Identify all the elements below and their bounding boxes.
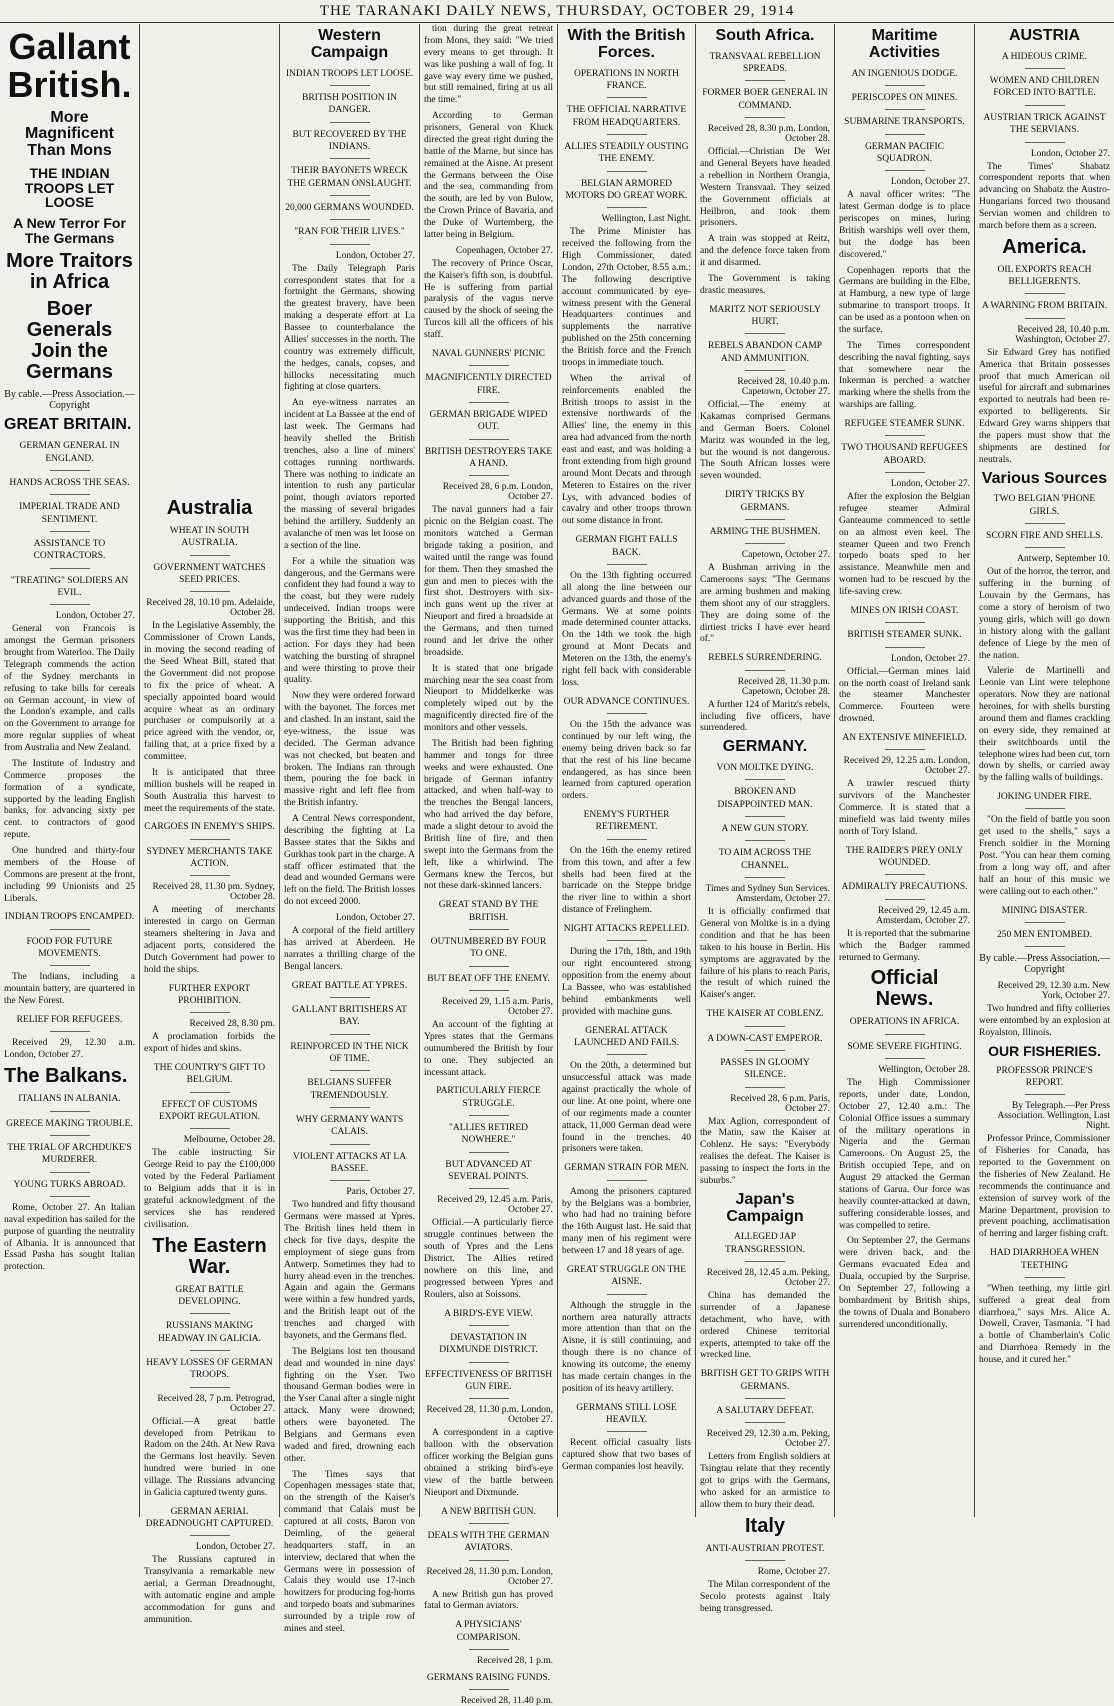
section-eastern-war: The Eastern War. [152, 1234, 267, 1278]
paragraph: An account of the fighting at Ypres states that the Germans outnumbered the British by four to one. They subjected an incessant attack. [424, 1020, 553, 1078]
paragraph: Official.—German mines laid on the north coast of Ireland sank the steamer Manchester Commerce. Fourteen were drowned. [839, 666, 970, 725]
paragraph: Max Aglion, correspondent of the Matin, saw the Kaiser at Coblenz. He says: "Everybody realises the defeat. The Kaiser is passing to inspect the forts in the suburbs." [700, 1116, 830, 1186]
paragraph: In the Legislative Assembly, the Commissioner of Crown Lands, in moving the second reading of the Seed Wheat Bill, stated that the Government did not propose to fix the price of wheat. A specially appointed board would acquire wheat as an ordinary purchaser or compulsorily at a price agreed with the vendor, or, failing that, at a price fixed by a committee. [144, 621, 275, 762]
subhead: A PHYSICIANS' COMPARISON. [424, 1619, 553, 1650]
paragraph: Official.—Christian De Wet and General Beyers have headed a rebellion in Northern Orangia, Western Transvaal. They seized the Government officials at Heilbron, and took them prisoners. [700, 147, 830, 229]
column-6 [696, 24, 834, 1614]
subhead: TWO BELGIAN 'PHONE GIRLS. [979, 493, 1110, 524]
paragraph: One hundred and thirty-four members of the House of Commons are present at the front, including 99 Unionists and 25 Liberals. [4, 846, 135, 904]
dateline: Wellington, October 28. [878, 1065, 970, 1076]
section-great-britain: GREAT BRITAIN. [4, 416, 132, 434]
paragraph: Two hundred and fifty collieries were entombed by an explosion at Royalston, Illinois. [979, 1004, 1110, 1039]
paragraph: On the 20th, a determined but unsuccessful attack was made against practically the whole of our line. At one point, where one of our regiments made a counter attack, 11,000 German dead were found in the trenches. 40 prisoners were taken. [562, 1061, 691, 1155]
section-italy: Italy [744, 1514, 786, 1537]
subhead: CARGOES IN ENEMY'S SHIPS. [144, 821, 275, 839]
subhead: A NEW BRITISH GUN. [424, 1506, 553, 1524]
headline-traitors-africa: More Traitors in Africa [6, 250, 133, 294]
subhead: A HIDEOUS CRIME. [979, 51, 1110, 69]
dateline: Received 28, 10.40 p.m. Washington, October 27. [1015, 324, 1110, 345]
paragraph: On the 16th the enemy retired from this town, and after a few shells had been fired at the barricade on the Steppe bridge the river line to within a short distance of Frelinghem. [562, 845, 691, 916]
subhead: FORMER BOER GENERAL IN COMMAND. [700, 87, 830, 118]
subhead: YOUNG TURKS ABROAD. [4, 1179, 135, 1197]
paragraph: Out of the horror, the terror, and suffering in the burning of Louvain by the Germans, has come a story of heroism of two young girls, which will go down in history along with the gallant defence of Liege by the men of the nation. [979, 567, 1110, 661]
paragraph: When the arrival of reinforcements enabled the British troops to assist in the extensive northwards of the Allies' line, the enemy in this area had advanced from the north east and east, and was holding a front extending from high ground around Mont Decats and through Meteren to Estaires on the river Lys, with advanced bodies of cavalry and other troops thrown out some distance in front. [562, 373, 691, 527]
subhead: THE RAIDER'S PREY ONLY WOUNDED. [839, 845, 970, 876]
paragraph: A correspondent in a captive balloon with the observation officer working the Belgian guns obtained a striking bird's-eye view of the battle between Nieuport and Dixmunde. [424, 1428, 553, 1498]
paragraph: The British had been fighting hammer and tongs for three weeks and were exhausted. One brigade of German infantry attacked, and when half-way to the trenches the Bengal lancers, who had arrived the day before, made a slight detour to avoid the British line of fire, and then swept into the Germans from the left, like a whirlwind. The Germans knew the Tercos, but not these dark-skinned lancers. [424, 738, 553, 892]
subhead: GERMAN BRIGADE WIPED OUT. [424, 409, 553, 440]
subhead: THE COUNTRY'S GIFT TO BELGIUM. [144, 1062, 275, 1093]
subhead: 20,000 GERMANS WOUNDED. [284, 202, 415, 220]
subhead: BRITISH STEAMER SUNK. [839, 629, 970, 647]
section-balkans: The Balkans. [4, 1065, 128, 1088]
subhead: ALLEGED JAP TRANSGRESSION. [700, 1231, 830, 1262]
subhead: SYDNEY MERCHANTS TAKE ACTION. [144, 846, 275, 877]
subhead: SUBMARINE TRANSPORTS. [839, 116, 970, 134]
paragraph: After the explosion the Belgian refugee steamer Admiral Ganteaume commenced to settle on an almost even keel. The steamer Queen and two French torpedo boats sped to her assistance. Meanwhile men and women had to be rescued by the life-saving crew. [839, 492, 970, 598]
dateline: Received 28, 7 p.m. Petrograd, October 27. [157, 1393, 275, 1414]
paragraph: A trawler rescued thirty survivors of the Manchester Commerce. It is stated that a minefield was laid twenty miles north of Tory Island. [839, 779, 970, 837]
paragraph: A Central News correspondent, describing the fighting at La Bassee states that the Sikhs and Gurkhas took part in the charge. A staff officer estimated that the dead and wounded Germans were left on the field. The British losses do not exceed 2000. [284, 814, 415, 908]
subhead: GERMAN GENERAL IN ENGLAND. [4, 440, 135, 471]
dateline: London, October 27. [1030, 148, 1110, 159]
section-western-campaign: Western Campaign [310, 27, 389, 61]
subhead: PERISCOPES ON MINES. [839, 92, 970, 110]
paragraph: Valerie de Martinelli and Leonie van Lint were telephone operators. Now they are national heroines, for with shells bursting around them and flames crackling on every side, they remained at their switchboards until the telephone wires had been cut, torn down by shells, or carried away by the falling walls of buildings. [979, 666, 1110, 784]
column-8 [975, 24, 1114, 1517]
paragraph: A further 124 of Maritz's rebels, including five officers, have surrendered. [700, 699, 831, 734]
subhead: REBELS ABANDON CAMP AND AMMUNITION. [700, 340, 830, 371]
subhead: ENEMY'S FURTHER RETIREMENT. [562, 809, 691, 840]
dateline: Received 28, 10.40 p.m. Capetown, October 27. [737, 377, 830, 398]
section-australia: Australia [166, 497, 253, 519]
subhead: OUR ADVANCE CONTINUES. [562, 696, 691, 714]
subhead: ADMIRALTY PRECAUTIONS. [839, 881, 970, 899]
paragraph: "When teething, my little girl suffered a great deal from diarrhoea," says Mrs. Alice A. Dowell, Craver, Tasmania. "I had a bottle of Chamberlain's Colic and Diarrhoea Remedy in the house, and it cured her." [979, 1283, 1110, 1366]
headline-indian-troops: THE INDIAN TROOPS LET LOOSE [24, 164, 115, 211]
credit-line: By cable.—Press Association.—Copyright [4, 389, 135, 412]
dateline: Received 28, 10.10 pm. Adelaide, October 28. [146, 598, 275, 619]
subhead: ALLIES STEADILY OUSTING THE ENEMY. [562, 141, 691, 172]
paragraph: The Times says that Copenhagen messages state that, on the strength of the Kaiser's command that Calais must be captured at all costs, Baron von Deimling, of the general headquarters staff, in an interview, declared that when the Germans were in possession of Calais they would use 17-inch howitzers for producing fog-horns and torpedo boats and submarines surrounded by a triple row of mines and steel. [284, 1469, 415, 1634]
subhead: BUT ADVANCED AT SEVERAL POINTS. [424, 1159, 553, 1190]
paragraph: It is anticipated that three million bushels will be reaped in South Australia this harvest to meet the requirements of the state. [144, 767, 275, 814]
subhead: "RAN FOR THEIR LIVES." [284, 226, 415, 244]
subhead: HEAVY LOSSES OF GERMAN TROOPS. [144, 1357, 275, 1388]
dateline: Received 29, 12.45 a.m. Paris, October 27. [437, 1195, 553, 1216]
subhead: REINFORCED IN THE NICK OF TIME. [284, 1041, 415, 1072]
dateline: Received 28, 11.40 p.m. [460, 1696, 553, 1706]
subhead: OPERATIONS IN NORTH FRANCE. [562, 68, 691, 99]
column-3 [280, 24, 419, 1634]
paragraph: The naval gunners had a fair picnic on the Belgian coast. The monitors watched a German brigade taking a position, and waited until the range was found for them. Then they smashed the gun and men to pieces with the first shot. Destroyers with six-inch guns went up the river at Nieuport and fired a broadside at the Germans, and then turned round and let drive the other broadside. [424, 505, 553, 658]
subhead: WHEAT IN SOUTH AUSTRALIA. [144, 525, 275, 556]
paragraph: The Government is taking drastic measures. [700, 273, 830, 296]
subhead: PASSES IN GLOOMY SILENCE. [700, 1057, 830, 1088]
subhead: HAD DIARRHOEA WHEN TEETHING [979, 1247, 1110, 1278]
subhead: REFUGEE STEAMER SUNK. [839, 418, 970, 436]
dateline: Received 28, 11.30 p.m. London, October 27. [426, 1405, 553, 1426]
subhead: BUT BEAT OFF THE ENEMY. [424, 973, 553, 991]
subhead: THE OFFICIAL NARRATIVE FROM HEADQUARTERS. [562, 104, 691, 135]
article-body [4, 624, 135, 905]
paragraph: "On the field of battle you soon get used to the shells," says a French soldier in the Morning Post. "You can hear them coming from a long way off, and after half an hour of this music we were calling out to each other." [979, 815, 1110, 897]
paragraph: China has demanded the surrender of a Japanese detachment, who have, with ordered Chinese territorial experts, attempted to take off the wrecked line. [700, 1291, 830, 1361]
subhead: WHY GERMANY WANTS CALAIS. [284, 1114, 415, 1145]
subhead: "ALLIES RETIRED NOWHERE." [424, 1122, 553, 1153]
subhead: A SALUTARY DEFEAT. [700, 1405, 830, 1423]
subhead: AN EXTENSIVE MINEFIELD. [839, 732, 970, 750]
subhead: GOVERNMENT WATCHES SEED PRICES. [144, 562, 275, 593]
dateline: London, October 27. [890, 479, 970, 490]
dateline: Received 28, 11.30 p.m. London, October 27. [426, 1566, 553, 1587]
subhead: MINING DISASTER. [979, 905, 1110, 923]
subhead: PARTICULARLY FIERCE STRUGGLE. [424, 1085, 553, 1116]
subhead: REBELS SURRENDERING. [700, 652, 830, 670]
section-japans-campaign: Japan's Campaign [726, 1190, 804, 1225]
paragraph: tion during the great retreat from Mons, they said: "We tried every means to get through. It was like pushing a wall of fog. It gave way every time we pushed, but still remained, firing at us all the time." [424, 24, 553, 106]
subhead: BELGIANS SUFFER TREMENDOUSLY. [284, 1077, 415, 1108]
subhead: BRITISH DESTROYERS TAKE A HAND. [424, 446, 553, 477]
paragraph: A train was stopped at Reitz, and the defence force taken from it and disarmed. [700, 234, 830, 269]
paragraph: Although the struggle in the northern area naturally attracts more attention than that on the Aisne, it is still continuing, and though there is no chance of knowing its outcome, the enemy has made certain changes in the position of its heavy artillery. [562, 1300, 691, 1394]
subhead: GENERAL ATTACK LAUNCHED AND FAILS. [562, 1025, 691, 1056]
subhead: GREECE MAKING TROUBLE. [4, 1118, 135, 1136]
paragraph: The Indians, including a mountain battery, are quartered in the New Forest. [4, 972, 135, 1007]
dateline: Copenhagen, October 27. [455, 245, 553, 256]
section-our-fisheries: OUR FISHERIES. [988, 1042, 1101, 1059]
dateline: Received 28, 6 p.m. Paris, October 27. [730, 1093, 830, 1114]
paragraph: On the 13th fighting occurred all along the line between our advanced guards and those of the Germans. We at some points made determined counter attacks. On the 14th we took the high ground at Mont Decats and Meteren on the 13th, the enemy's right fell back with considerable loss. [562, 570, 691, 688]
paragraph: According to German prisoners, General von Kluck directed the great right during the battle of the Marne, but since has remained at the Aisne. At present the Germans between the Oise and the sea, commanding from the south, are led by von Bulow, the Crown Prince of Bavaria, and the Duke of Wurtemberg, the latter being in Belgium. [424, 111, 553, 240]
dateline: Paris, October 27. [346, 1187, 415, 1198]
paragraph: Sir Edward Grey has notified America that Britain possesses proof that much American oil useful for aircraft and submarines exported to neutrals had been re-exported to belligerents. Sir Edward Grey warns shippers that the papers must show that the shipments are destined for neutrals. [979, 347, 1110, 465]
subhead: BELGIAN ARMORED MOTORS DO GREAT WORK. [562, 178, 691, 209]
subhead: OIL EXPORTS REACH BELLIGERENTS. [979, 264, 1110, 295]
subhead: GERMANS RAISING FUNDS. [424, 1672, 553, 1690]
paragraph: On September 27, the Germans were driven back, and the Germans evacuated Edea and Duala, occupied by the Surprise. On September 27, following a bombardment by British ships, the towns of Duala and Bonabero surrendered unconditionally. [839, 1236, 970, 1330]
dateline: Received 28, 11.30 p.m. Capetown, October 28. [737, 676, 830, 697]
subhead: GALLANT BRITISHERS AT BAY. [284, 1004, 415, 1035]
subhead: VON MOLTKE DYING. [700, 762, 830, 780]
headline-new-terror: A New Terror For The Germans [13, 215, 126, 246]
section-maritime-activities: Maritime Activities [868, 27, 941, 61]
paragraph: The recovery of Prince Oscar, the Kaiser's fifth son, is doubtful. He is suffering from partial paralysis of the vagus nerve caused by the shock of seeing the Turcos kill all the officers of his staff. [424, 258, 553, 340]
subhead: A WARNING FROM BRITAIN. [979, 300, 1110, 318]
subhead: IMPERIAL TRADE AND SENTIMENT. [4, 501, 135, 532]
section-various-sources: Various Sources [981, 469, 1108, 487]
column-1 [0, 24, 139, 1517]
subhead: 250 MEN ENTOMBED. [979, 929, 1110, 947]
dateline: By Telegraph.—Per Press Association. Wellington, Last Night. [997, 1101, 1110, 1132]
paragraph: The Belgians lost ten thousand dead and wounded in nine days' fighting on the Yser. Two thousand German bodies were in the Yser Canal after a single night attack. Many were drowned; others were bayoneted. The Belgians and Germans even waded and fired, drowning each other. [284, 1346, 415, 1464]
subhead: VIOLENT ATTACKS AT LA BASSEE. [284, 1151, 415, 1182]
paragraph: The Milan correspondent of the Secolo protests against Italy being transgressed. [700, 1580, 830, 1614]
subhead: NIGHT ATTACKS REPELLED. [562, 923, 691, 941]
paragraph: General von Francois is amongst the German prisoners brought from Waterloo. The Daily Telegraph commends the action of the Sydney merchants in refusing to take bills for cereals on German account, in view of the London's example, and calls on the Government to arrange for more regular supplies of wheat from Australia and New Zealand. [4, 624, 135, 754]
subhead: OUTNUMBERED BY FOUR TO ONE. [424, 936, 553, 967]
section-germany: GERMANY. [722, 738, 808, 756]
subhead: DIRTY TRICKS BY GERMANS. [700, 489, 830, 520]
headline-boer-generals: Boer Generals Join the Germans [26, 298, 113, 384]
paragraph: Official.—The enemy at Kakamas comprised Germans and German Boers. Colonel Maritz was wounded in the leg, but the wound is not dangerous. The South African losses were seven wounded. [700, 400, 830, 482]
subhead: INDIAN TROOPS LET LOOSE. [284, 68, 415, 86]
dateline: London, October 27. [890, 653, 970, 664]
subhead: A DOWN-CAST EMPEROR. [700, 1033, 830, 1051]
paragraph: During the 17th, 18th, and 19th our right encountered strong opposition from the enemy about La Bassee, who was established behind embankments well provided with machine guns. [562, 947, 691, 1017]
subhead: DEVASTATION IN DIXMUNDE DISTRICT. [424, 1332, 553, 1363]
dateline: Capetown, October 27. [741, 550, 830, 561]
paragraph: Letters from English soldiers at Tsingtau relate that they recently got to grips with the Germans, who asked for an armistice to allow them to bury their dead. [700, 1452, 830, 1510]
subhead: OPERATIONS IN AFRICA. [839, 1016, 970, 1034]
column-2 [140, 24, 279, 1625]
subhead: BUT RECOVERED BY THE INDIANS. [284, 129, 415, 160]
paragraph: For a while the situation was dangerous, and the Germans were confident they had found a way to the coast, but they were rudely undeceived. Indian troops were supporting the British, and this was the first time they had been in action. For days they had been watching the bursting of shrapnel and were thirsting to prove their quality. [284, 556, 415, 686]
paragraph: Official.—A particularly fierce struggle continues between the south of Ypres and the Lens District. The Allies retired nowhere on this line, and progressed between Ypres and Roulers, also at Soissons. [424, 1218, 553, 1300]
paragraph: A corporal of the field artillery has arrived at Aberdeen. He narrates a thrilling charge of the Bengal lancers. [284, 926, 415, 972]
subhead: GERMAN PACIFIC SQUADRON. [839, 141, 970, 172]
subhead: SOME SEVERE FIGHTING. [839, 1041, 970, 1059]
masthead: THE TARANAKI DAILY NEWS, THURSDAY, OCTOBER 29, 1914 [0, 0, 1114, 23]
subhead: THE TRIAL OF ARCHDUKE'S MURDERER. [4, 1142, 135, 1173]
column-5 [558, 24, 695, 1517]
subhead: GERMAN FIGHT FALLS BACK. [562, 534, 691, 565]
subhead: ARMING THE BUSHMEN. [700, 526, 830, 544]
paragraph: Now they were ordered forward with the bayonet. The forces met and clashed. In an instant, said the eye-witness, the issue was decided. The German advance was not checked, but beaten and broken. The Indians ran through them, pouring the foe back in massive right and left flee from the British infantry. [284, 691, 415, 809]
subhead: ASSISTANCE TO CONTRACTORS. [4, 538, 135, 569]
paragraph: Rome, October 27. An Italian naval expedition has sailed for the purpose of guarding the neutrality of Albania. It is announced that Essad Pasha has sought Italian protection. [4, 1202, 135, 1273]
credit-line: By cable.—Press Association.—Copyright [979, 953, 1110, 976]
dateline: Received 29, 1.15 a.m. Paris, October 27. [441, 997, 553, 1017]
dateline: London, October 27. [55, 611, 135, 622]
dateline: Received 28, 11.30 pm. Sydney, October 28. [152, 882, 275, 903]
dateline: London, October 27. [335, 250, 415, 261]
paragraph: A proclamation forbids the export of hides and skins. [144, 1032, 275, 1055]
subhead: EFFECTIVENESS OF BRITISH GUN FIRE. [424, 1369, 553, 1400]
paragraph: It is reported that the submarine which the Badger rammed returned to Germany. [839, 928, 970, 963]
section-austria: AUSTRIA [1008, 27, 1081, 44]
headline-more-magnificent: More Magnificent Than Mons [25, 108, 114, 160]
dateline: Antwerp, September 10. [1017, 554, 1110, 565]
dateline: Received 29, 12.45 a.m. Amsterdam, October 27. [876, 905, 970, 926]
subhead: GREAT BATTLE DEVELOPING. [144, 1284, 275, 1315]
dateline: Received 28, 12.45 a.m. Peking, October 27. [706, 1268, 830, 1289]
subhead: TRANSVAAL REBELLION SPREADS. [700, 51, 830, 82]
paragraph: Professor Prince, Commissioner of Fisheries for Canada, has reported to the Government on the fisheries of New Zealand. He recommends the continuance and extension of survey work of the Marine Department, provision to prevent poaching, acclimatisation of herring and larger fishing craft. [979, 1134, 1110, 1240]
subhead: MAGNIFICENTLY DIRECTED FIRE. [424, 372, 553, 403]
dateline: Received 28, 6 p.m. London, October 27. [442, 482, 553, 503]
paragraph: The High Commissioner reports, under date, London, October 27, 12.40 a.m.: The Colonial Office issues a summary of the military operations in Nigeria and the German Cameroons. On August 25, the British occupied Tepe, and on August 29 attacked the German stations of Garua. Our force was heavily counter-attacked at dawn, suffering considerable losses, and was compelled to retire. [839, 1078, 970, 1231]
paragraph: It is stated that one brigade marching near the sea coast from Nieuport to Middelkerke was completely wiped out by the magnificently directed fire of the monitors and other vessels. [424, 663, 553, 734]
dateline: Received 28, 1 p.m. [477, 1656, 553, 1666]
subhead: FURTHER EXPORT PROHIBITION. [144, 983, 275, 1014]
subhead: WOMEN AND CHILDREN FORCED INTO BATTLE. [979, 75, 1110, 106]
section-america: America. [1002, 235, 1087, 258]
dateline: London, October 27. [890, 177, 970, 188]
subhead: PROFESSOR PRINCE'S REPORT. [979, 1065, 1110, 1096]
paragraph: On the 15th the advance was continued by our left wing, the enemy being driven back so far that the rest of his line became endangered, as has since been learned from captured operation orders. [562, 720, 691, 802]
column-7 [835, 24, 974, 1517]
subhead: NAVAL GUNNERS' PICNIC [424, 348, 553, 366]
paragraph: Among the prisoners captured by the Belgians was a bombrier, who had had no training before the 16th August last. He said that many men of his regiment were between 17 and 18 years of age. [562, 1186, 691, 1257]
paragraph: An eye-witness narrates an incident at La Bassee at the end of last week. The Germans had heavily shelled the British trenches, also a line of miners' cottages running northwards. There was nothing to indicate an intention to rush any particular point, though aviators reported the massing of several brigades behind the artillery. Suddenly an avalanche of men was let loose on a section of the line. [284, 398, 415, 551]
subhead: TWO THOUSAND REFUGEES ABOARD. [839, 442, 970, 473]
paragraph: The Institute of Industry and Commerce proposes the formation of a syndicate, supported by the leading English banks, for advancing sixty per cent. to contractors of good repute. [4, 758, 135, 841]
paragraph: A Bushman arriving in the Cameroons says: "The Germans are arming bushmen and making them shoot any of our stragglers. They are doing some of the dirtiest tricks I have ever heard of." [700, 563, 830, 645]
paragraph: Two hundred and fifty thousand Germans were massed at Ypres. The British lines held them in check for five days, despite the employment of siege guns from Antwerp. Sometimes they had to hurry ahead even in the trenches. Again and again the Germans were within a few hundred yards, and the British leapt out of the trenches and charged with bayonets, and the Germans fled. [284, 1200, 415, 1341]
subhead: A NEW GUN STORY. [700, 823, 830, 841]
subhead: INDIAN TROOPS ENCAMPED. [4, 911, 135, 929]
paragraph: Official.—A great battle developed from Petrikau to Radom on the 24th. At New Rava the Germans lost heavily. Seven hundred were buried in one village. The Russians advancing in Galicia captured twenty guns. [144, 1416, 275, 1498]
subhead: RUSSIANS MAKING HEADWAY IN GALICIA. [144, 1320, 275, 1351]
dateline: Received 29, 12.25 a.m. London, October 27. [843, 756, 970, 777]
paragraph: Received 29, 12.30 a.m. London, October 27. [4, 1038, 135, 1061]
subhead: A BIRD'S-EYE VIEW. [424, 1308, 553, 1326]
subhead: HANDS ACROSS THE SEAS. [4, 477, 135, 495]
subhead: THEIR BAYONETS WRECK THE GERMAN ONSLAUGHT. [284, 165, 415, 196]
paragraph: A meeting of merchants interested in cargo on German steamers sheltering in Java and adjacent ports, considered the Dutch Government had power to hold the ships. [144, 905, 275, 975]
subhead: GREAT STRUGGLE ON THE AISNE. [562, 1264, 691, 1295]
subhead: FOOD FOR FUTURE MOVEMENTS. [4, 936, 135, 967]
subhead: BRITISH POSITION IN DANGER. [284, 92, 415, 123]
column-4 [420, 24, 557, 1706]
paragraph: The Daily Telegraph Paris correspondent states that for a fortnight the Germans, showing the greatest bravery, have been making a desperate effort at La Bassee to counterbalance the Allies' successes in the north. The country was extremely difficult, the hedges, canals, copses, and hillocks necessitating much fighting at close quarters. [284, 263, 415, 393]
paragraph: The Russians captured in Transylvania a remarkable new aerial, a German Dreadnought, with automatic engine and ample accommodation for guns and ammunition. [144, 1555, 275, 1625]
paragraph: The Prime Minister has received the following from the High Commissioner, dated London, 27th October, 8.55 a.m.: The following descriptive account communicated by eye-witness present with the General Headquarters continues and supplements the narrative published on the 25th concerning the British force and the French troops in immediate touch. [562, 227, 691, 368]
subhead: GERMANS STILL LOSE HEAVILY. [562, 1402, 691, 1433]
subhead: RELIEF FOR REFUGEES. [4, 1014, 135, 1032]
paragraph: Copenhagen reports that the Germans are building in the Elbe, at Hamburg, a new type of large submarine to transport troops. It can be used as a pontoon when on the surface. [839, 265, 970, 335]
dateline: Received 28, 8.30 pm. [189, 1019, 275, 1030]
subhead: ITALIANS IN ALBANIA. [4, 1093, 135, 1111]
paragraph: The cable instructing Sir George Reid to pay the £100,000 voted by the Federal Parliament to Belgium adds that it is in grateful acknowledgment of the services she has rendered civilisation. [144, 1148, 275, 1230]
dateline: Received 29, 12.30 a.m. Peking, October 27. [706, 1429, 830, 1450]
subhead: MINES ON IRISH COAST. [839, 605, 970, 623]
dateline: London, October 27. [195, 1542, 275, 1553]
paragraph: A new British gun has proved fatal to German aviators. [424, 1589, 553, 1612]
subhead: SCORN FIRE AND SHELLS. [979, 530, 1110, 548]
subhead: AUSTRIAN TRICK AGAINST THE SERVIANS. [979, 112, 1110, 143]
dateline: Received 29, 12.30 a.m. New York, October 27. [997, 981, 1110, 1002]
subhead: EFFECT OF CUSTOMS EXPORT REGULATION. [144, 1099, 275, 1130]
subhead: DEALS WITH THE GERMAN AVIATORS. [424, 1530, 553, 1561]
paragraph: It is officially confirmed that General von Moltke is in a dying condition and that he has been taken to his house in Berlin. His symptoms are aggravated by the failure of his plans to reach Paris, the result of which ruined the Kaiser's anger. [700, 907, 830, 1001]
subhead: JOKING UNDER FIRE. [979, 791, 1110, 809]
paragraph: The Times' Shabatz correspondent reports that when advancing on Shabatz the Austro-Hungarians forced two thousand Servian women and children to march before them as a screen. [979, 161, 1110, 231]
dateline: Times and Sydney Sun Services. Amsterdam, October 27. [705, 884, 830, 905]
subhead: BROKEN AND DISAPPOINTED MAN. [700, 786, 830, 817]
subhead: THE KAISER AT COBLENZ. [700, 1008, 830, 1026]
dateline: Melbourne, October 28. [183, 1135, 275, 1146]
dateline: Rome, October 27. [757, 1567, 830, 1578]
dateline: London, October 27. [335, 913, 415, 924]
subhead: ANTI-AUSTRIAN PROTEST. [700, 1543, 830, 1561]
paragraph: Recent official casualty lists captured show that two bases of German companies lost heavily. [562, 1438, 691, 1473]
headline-gallant-british: Gallant British. [7, 26, 132, 105]
subhead: GERMAN AERIAL DREADNOUGHT CAPTURED. [144, 1506, 275, 1537]
subhead: GREAT BATTLE AT YPRES. [284, 980, 415, 998]
section-official-news: Official News. [870, 967, 939, 1011]
dateline: Received 28, 8.30 p.m. London, October 28. [707, 124, 830, 145]
subhead: MARITZ NOT SERIOUSLY HURT. [700, 304, 830, 335]
dateline: Wellington, Last Night. [601, 214, 691, 225]
subhead: TO AIM ACROSS THE CHANNEL. [700, 847, 830, 878]
subhead: AN INGENIOUS DODGE. [839, 68, 970, 86]
subhead: "TREATING" SOLDIERS AN EVIL. [4, 575, 135, 606]
subhead: BRITISH GET TO GRIPS WITH GERMANS. [700, 1368, 830, 1399]
subhead: GREAT STAND BY THE BRITISH. [424, 899, 553, 930]
section-south-africa: South Africa. [715, 27, 815, 44]
paragraph: A naval officer writes: "The latest German dodge is to place periscopes on mines, luring British warships well over them, but the dodge has been discovered." [839, 190, 970, 260]
paragraph: The Times correspondent describing the naval fighting, says that somewhere near the Inkerman is perched a watcher marking where the shells from the warships are falling. [839, 340, 970, 411]
subhead: GERMAN STRAIN FOR MEN. [562, 1162, 691, 1180]
section-british-forces: With the British Forces. [567, 27, 686, 61]
